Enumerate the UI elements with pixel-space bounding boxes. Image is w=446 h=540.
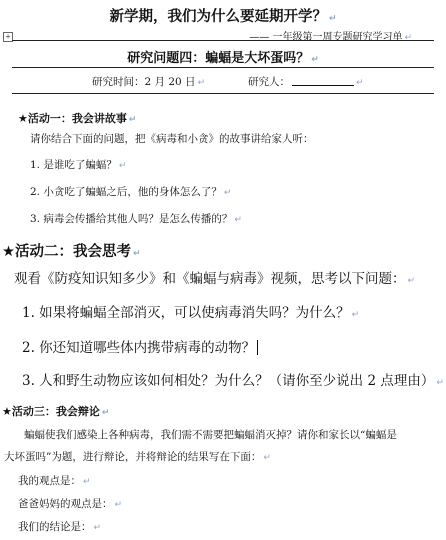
paragraph-mark-icon: ↵	[356, 78, 364, 88]
activity1-item: 1. 是谁吃了蝙蝠？ ↵	[30, 159, 127, 171]
paragraph-mark-icon: ↵	[328, 14, 337, 24]
activity3-paragraph-line1: 蝙蝠使我们感染上各种病毒，我们需不需要把蝙蝠消灭掉？请你和家长以“蝙蝠是	[24, 429, 397, 441]
paragraph-mark-icon: ↵	[351, 310, 360, 320]
paragraph-mark-icon: ↵	[223, 188, 232, 198]
text-cursor	[257, 340, 258, 355]
activity2-heading: ★活动二：我会思考 ↵	[2, 244, 141, 260]
table-row-divider	[12, 67, 434, 68]
parents-opinion-field[interactable]: 爸爸妈妈的观点是： ↵	[18, 498, 123, 510]
paragraph-mark-icon: ↵	[234, 215, 242, 225]
paragraph-mark-icon: ↵	[83, 477, 91, 487]
activity1-item: 3. 病毒会传播给其他人吗？是怎么传播的？ ↵	[30, 213, 242, 225]
activity2-item: 3. 人和野生动物应该如何相处？为什么？（请你至少说出 2 点理由） ↵	[22, 373, 444, 389]
table-border-top	[12, 40, 434, 41]
table-move-handle-icon[interactable]: +	[3, 32, 13, 42]
paragraph-mark-icon: ↵	[436, 378, 444, 388]
paragraph-mark-icon: ↵	[128, 115, 137, 125]
activity3-paragraph-line2: 大坏蛋吗”为题，进行辩论，并将辩论的结果写在下面： ↵	[4, 451, 271, 463]
paragraph-mark-icon: ↵	[118, 161, 127, 171]
activity1-item: 2. 小贪吃了蝙蝠之后，他的身体怎么了？ ↵	[30, 186, 232, 198]
activity2-item: 1. 如果将蝙蝠全部消灭，可以使病毒消失吗？为什么？ ↵	[22, 305, 360, 321]
paragraph-mark-icon: ↵	[197, 78, 206, 88]
paragraph-mark-icon: ↵	[101, 408, 110, 418]
paragraph-mark-icon: ↵	[311, 55, 319, 65]
paragraph-mark-icon: ↵	[404, 33, 412, 43]
document-subtitle: —— 一年级第一周专题研究学习单 ↵	[249, 32, 412, 43]
paragraph-mark-icon: ↵	[407, 276, 416, 286]
activity1-heading: ★活动一：我会讲故事 ↵	[18, 112, 137, 125]
paragraph-mark-icon: ↵	[114, 500, 123, 510]
my-opinion-field[interactable]: 我的观点是： ↵	[18, 475, 91, 487]
researcher-field[interactable]: 研究人： ↵	[248, 76, 364, 88]
research-time: 研究时间：2 月 20 日 ↵	[92, 76, 206, 88]
table-border-bottom	[12, 93, 434, 94]
activity2-item[interactable]: 2. 你还知道哪些体内携带病毒的动物？	[22, 336, 258, 356]
paragraph-mark-icon: ↵	[133, 249, 141, 259]
conclusion-field[interactable]: 我们的结论是： ↵	[18, 521, 102, 533]
activity2-intro: 观看《防疫知识知多少》和《蝙蝠与病毒》视频，思考以下问题： ↵	[14, 271, 416, 287]
activity3-heading: ★活动三：我会辩论 ↵	[2, 405, 110, 418]
paragraph-mark-icon: ↵	[93, 523, 102, 533]
research-question-title: 研究问题四：蝙蝠是大坏蛋吗？ ↵	[127, 51, 319, 66]
activity1-intro: 请你结合下面的问题，把《病毒和小贪》的故事讲给家人听：	[30, 133, 314, 145]
document-title: 新学期，我们为什么要延期开学？ ↵	[109, 9, 337, 25]
paragraph-mark-icon: ↵	[263, 453, 271, 463]
researcher-fill-line[interactable]	[292, 75, 354, 86]
